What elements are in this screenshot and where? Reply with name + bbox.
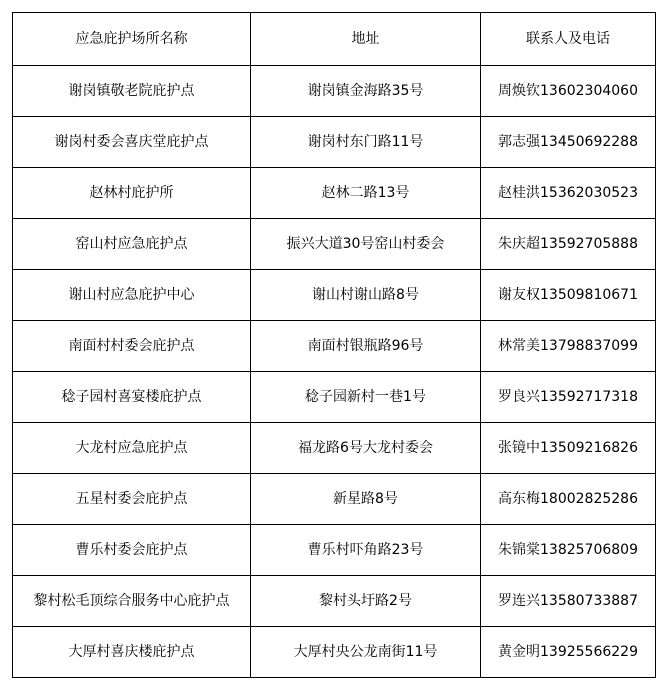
shelter-address-cell: 谢岗村东门路11号 <box>251 117 481 168</box>
shelter-table <box>12 12 656 678</box>
shelter-contact-cell: 朱锦棠13825706809 <box>481 525 656 576</box>
shelter-name-cell: 黎村松毛顶综合服务中心庇护点 <box>13 576 251 627</box>
shelter-address-cell: 谢山村谢山路8号 <box>251 270 481 321</box>
shelter-contact-cell: 周焕钦13602304060 <box>481 66 656 117</box>
shelter-contact-cell: 林常美13798837099 <box>481 321 656 372</box>
shelter-contact-cell: 罗良兴13592717318 <box>481 372 656 423</box>
table-row <box>13 168 656 219</box>
shelter-contact-cell: 罗连兴13580733887 <box>481 576 656 627</box>
table-row <box>13 525 656 576</box>
shelter-name-cell: 赵林村庇护所 <box>13 168 251 219</box>
shelter-contact-cell: 张镜中13509216826 <box>481 423 656 474</box>
table-row <box>13 117 656 168</box>
column-header-name: 应急庇护场所名称 <box>13 13 251 66</box>
shelter-address-cell: 谢岗镇金海路35号 <box>251 66 481 117</box>
shelter-address-cell: 大厚村央公龙南街11号 <box>251 627 481 678</box>
table-row <box>13 219 656 270</box>
table-row <box>13 627 656 678</box>
table-header-row <box>13 13 656 66</box>
shelter-contact-cell: 郭志强13450692288 <box>481 117 656 168</box>
shelter-name-cell: 大龙村应急庇护点 <box>13 423 251 474</box>
shelter-address-cell: 新星路8号 <box>251 474 481 525</box>
shelter-address-cell: 黎村头圩路2号 <box>251 576 481 627</box>
column-header-address: 地址 <box>251 13 481 66</box>
table-row <box>13 270 656 321</box>
shelter-name-cell: 谢山村应急庇护中心 <box>13 270 251 321</box>
shelter-contact-cell: 赵桂洪15362030523 <box>481 168 656 219</box>
table-row <box>13 66 656 117</box>
table-row <box>13 372 656 423</box>
shelter-address-cell: 福龙路6号大龙村委会 <box>251 423 481 474</box>
shelter-address-cell: 赵林二路13号 <box>251 168 481 219</box>
shelter-name-cell: 大厚村喜庆楼庇护点 <box>13 627 251 678</box>
table-row <box>13 423 656 474</box>
shelter-address-cell: 振兴大道30号窑山村委会 <box>251 219 481 270</box>
shelter-contact-cell: 高东梅18002825286 <box>481 474 656 525</box>
shelter-address-cell: 曹乐村吓角路23号 <box>251 525 481 576</box>
table-row <box>13 321 656 372</box>
shelter-name-cell: 南面村村委会庇护点 <box>13 321 251 372</box>
shelter-address-cell: 稔子园新村一巷1号 <box>251 372 481 423</box>
shelter-contact-cell: 谢友权13509810671 <box>481 270 656 321</box>
table-row <box>13 576 656 627</box>
shelter-contact-cell: 黄金明13925566229 <box>481 627 656 678</box>
shelter-name-cell: 稔子园村喜宴楼庇护点 <box>13 372 251 423</box>
shelter-address-cell: 南面村银瓶路96号 <box>251 321 481 372</box>
shelter-name-cell: 五星村委会庇护点 <box>13 474 251 525</box>
shelter-name-cell: 谢岗镇敬老院庇护点 <box>13 66 251 117</box>
shelter-name-cell: 窑山村应急庇护点 <box>13 219 251 270</box>
shelter-contact-cell: 朱庆超13592705888 <box>481 219 656 270</box>
column-header-contact: 联系人及电话 <box>481 13 656 66</box>
table-row <box>13 474 656 525</box>
shelter-name-cell: 谢岗村委会喜庆堂庇护点 <box>13 117 251 168</box>
shelter-name-cell: 曹乐村委会庇护点 <box>13 525 251 576</box>
